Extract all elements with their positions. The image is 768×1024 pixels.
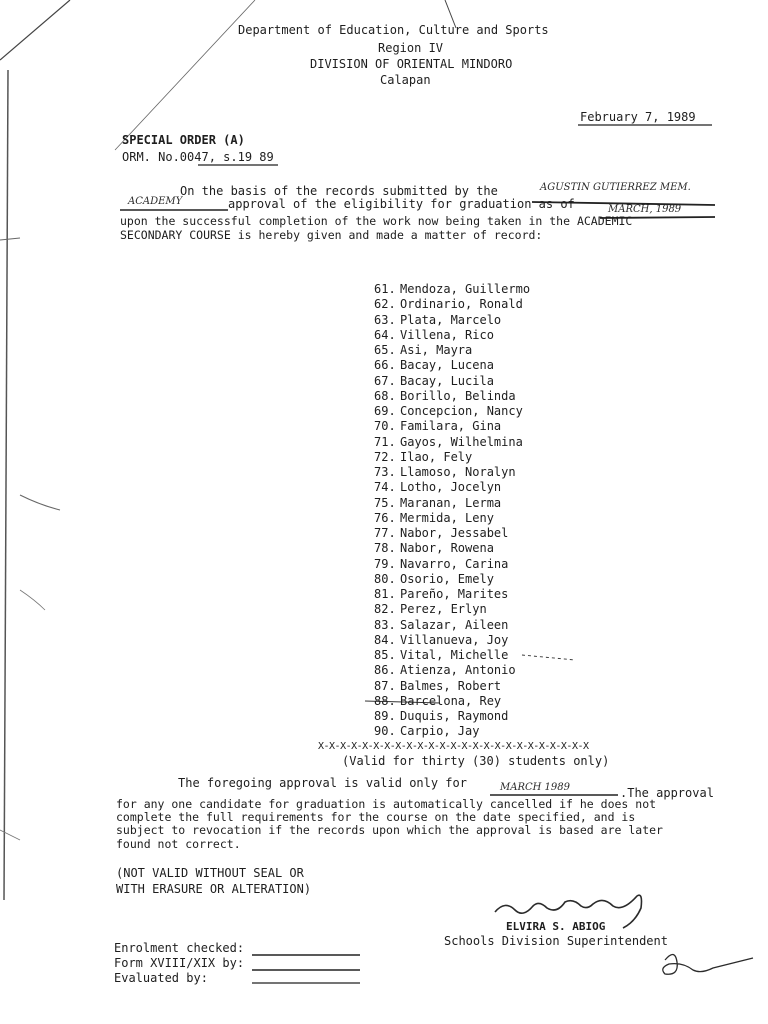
student-number: 83.	[374, 617, 396, 632]
student-row	[374, 450, 472, 464]
student-name: Plata, Marcelo	[400, 312, 502, 327]
closing-line-3: complete the full requirements for the course on the date specified, and is	[116, 810, 636, 824]
student-name: Balmes, Robert	[400, 678, 502, 693]
body-line-1: On the basis of the records submitted by the	[180, 184, 498, 198]
student-number: 80.	[374, 571, 396, 586]
student-name: Nabor, Jessabel	[400, 526, 509, 540]
student-row	[374, 374, 494, 388]
student-row	[374, 663, 516, 677]
student-row	[374, 724, 479, 738]
student-row	[374, 480, 501, 494]
student-number: 90.	[374, 724, 396, 739]
student-number: 85.	[374, 648, 396, 662]
student-name: Barcelona, Rey	[400, 693, 502, 708]
student-number: 89.	[374, 709, 396, 723]
student-row	[374, 358, 494, 372]
student-row	[374, 282, 530, 296]
student-row	[374, 419, 501, 433]
valid-note: (Valid for thirty (30) students only)	[342, 754, 610, 768]
student-name: Atienza, Antonio	[400, 663, 516, 678]
student-number: 86.	[374, 663, 396, 678]
special-order-title: SPECIAL ORDER (A)	[122, 133, 245, 147]
student-row	[374, 694, 501, 708]
document-date: February 7, 1989	[580, 110, 696, 124]
order-number: ORM. No.0047, s.19 89	[122, 150, 274, 164]
student-number: 75.	[374, 495, 396, 510]
body-line-3: upon the successful completion of the work now being taken in the ACADEMIC	[120, 214, 633, 228]
initials-mark	[663, 954, 753, 974]
student-name: Concepcion, Nancy	[400, 404, 523, 418]
student-number: 71.	[374, 434, 396, 449]
not-valid-line-1: (NOT VALID WITHOUT SEAL OR	[116, 866, 304, 880]
student-name: Maranan, Lerma	[400, 495, 502, 510]
student-name: Ilao, Fely	[400, 449, 473, 464]
student-number: 69.	[374, 404, 396, 418]
student-name: Gayos, Wilhelmina	[400, 434, 523, 449]
student-number: 73.	[374, 465, 396, 479]
closing-line-4: subject to revocation if the records upon which the approval is based are later	[116, 823, 663, 837]
header-division: DIVISION OF ORIENTAL MINDORO	[310, 57, 513, 71]
student-name: Ordinario, Ronald	[400, 297, 523, 312]
student-row	[374, 297, 523, 311]
student-name: Bacay, Lucena	[400, 358, 494, 373]
student-number: 84.	[374, 632, 396, 647]
body-line-4: SECONDARY COURSE is hereby given and made a matter of record:	[120, 228, 543, 242]
student-row	[374, 404, 523, 418]
student-name: Pareño, Marites	[400, 587, 509, 601]
student-row	[374, 618, 508, 632]
student-row	[374, 328, 494, 342]
student-name: Mermida, Leny	[400, 510, 494, 525]
header-region: Region IV	[378, 41, 444, 55]
student-name: Salazar, Aileen	[400, 617, 509, 632]
student-row	[374, 648, 508, 662]
form-label: Form XVIII/XIX by:	[114, 956, 245, 970]
student-number: 62.	[374, 297, 396, 312]
student-name: Vital, Michelle	[400, 648, 509, 662]
student-row	[374, 496, 501, 510]
closing-line-1: The foregoing approval is valid only for	[178, 776, 467, 790]
student-name: Llamoso, Noralyn	[400, 465, 516, 479]
graduation-date: MARCH, 1989	[608, 204, 682, 215]
student-number: 63.	[374, 312, 396, 327]
student-row	[374, 435, 523, 449]
student-name: Bacay, Lucila	[400, 373, 494, 388]
student-name: Borillo, Belinda	[400, 388, 516, 403]
student-number: 79.	[374, 556, 396, 571]
student-number: 65.	[374, 343, 396, 357]
header-department: Department of Education, Culture and Sports	[238, 23, 549, 37]
signatory-title: Schools Division Superintendent	[444, 934, 668, 948]
student-row	[374, 526, 508, 540]
student-number: 68.	[374, 388, 396, 403]
enrolment-checked-label: Enrolment checked:	[114, 941, 245, 955]
student-name: Osorio, Emely	[400, 571, 494, 586]
student-number: 66.	[374, 358, 396, 373]
student-row	[374, 313, 501, 327]
body-line-2: approval of the eligibility for graduation as of	[228, 197, 575, 211]
closing-line-2: for any one candidate for graduation is automatically cancelled if he does not	[116, 797, 657, 811]
student-number: 67.	[374, 373, 396, 388]
student-number: 81.	[374, 587, 396, 601]
student-name: Lotho, Jocelyn	[400, 480, 502, 495]
not-valid-line-2: WITH ERASURE OR ALTERATION)	[116, 882, 312, 896]
student-name: Perez, Erlyn	[400, 602, 487, 617]
student-name: Nabor, Rowena	[400, 541, 494, 556]
student-name: Villanueva, Joy	[400, 632, 509, 647]
student-number: 87.	[374, 678, 396, 693]
student-name: Navarro, Carina	[400, 556, 509, 571]
student-name: Mendoza, Guillermo	[400, 282, 531, 296]
evaluated-label: Evaluated by:	[114, 971, 208, 985]
signatory-name: ELVIRA S. ABIOG	[506, 920, 606, 933]
student-row	[374, 633, 508, 647]
student-name: Familara, Gina	[400, 419, 502, 434]
student-row	[374, 587, 508, 601]
student-row	[374, 572, 494, 586]
closing-date: MARCH 1989	[500, 782, 570, 793]
closing-line-5: found not correct.	[116, 837, 241, 851]
student-number: 74.	[374, 480, 396, 495]
student-number: 70.	[374, 419, 396, 434]
closing-line-1-suffix: .The approval	[620, 786, 714, 800]
school-name: AGUSTIN GUTIERREZ MEM.	[540, 182, 691, 193]
student-number: 64.	[374, 327, 396, 342]
student-name: Villena, Rico	[400, 327, 494, 342]
student-number: 82.	[374, 602, 396, 617]
student-name: Duquis, Raymond	[400, 709, 509, 723]
student-row	[374, 389, 516, 403]
student-number: 61.	[374, 282, 396, 296]
student-number: 77.	[374, 526, 396, 540]
student-row	[374, 709, 508, 723]
student-row	[374, 465, 516, 479]
student-number: 72.	[374, 449, 396, 464]
student-row	[374, 541, 494, 555]
school-type: ACADEMY	[128, 196, 183, 207]
student-name: Asi, Mayra	[400, 343, 473, 357]
separator-line: X-X-X-X-X-X-X-X-X-X-X-X-X-X-X-X-X-X-X-X-X-X-X-X-X	[318, 741, 589, 752]
student-number: 76.	[374, 510, 396, 525]
student-row	[374, 602, 487, 616]
student-row	[374, 557, 508, 571]
student-name: Carpio, Jay	[400, 724, 480, 739]
student-number: 88.	[374, 693, 396, 708]
student-row	[374, 343, 472, 357]
student-row	[374, 679, 501, 693]
student-number: 78.	[374, 541, 396, 556]
header-city: Calapan	[380, 73, 431, 87]
student-row	[374, 511, 494, 525]
